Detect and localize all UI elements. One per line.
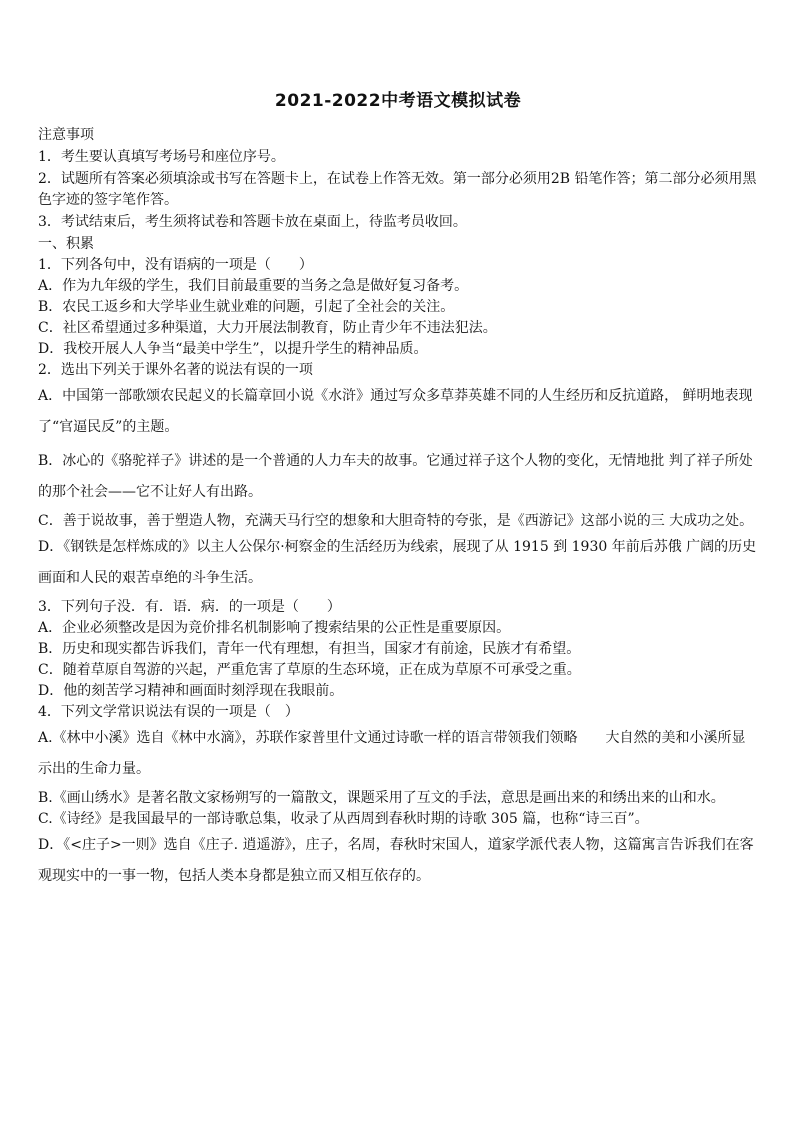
question-2: [38, 360, 758, 594]
option-c: C．随着草原自驾游的兴起，严重危害了草原的生态环境，正在成为草原不可承受之重。: [38, 662, 581, 678]
option-c: C.《诗经》是我国最早的一部诗歌总集，收录了从西周到春秋时期的诗歌 305 篇，也称“诗三百”。: [38, 811, 649, 827]
page-title: 2021-2022中考语文模拟试卷: [274, 91, 522, 111]
question-1: [38, 255, 758, 360]
notice-block: [38, 125, 758, 233]
option-d: D．他的刻苦学习精神和画面时刻浮现在我眼前。: [38, 683, 344, 699]
notice-item: 3．考试结束后，考生须将试卷和答题卡放在桌面上，待监考员收回。: [38, 214, 467, 230]
option-b: B.《画山绣水》是著名散文家杨朔写的一篇散文，课题采用了互文的手法，意思是画出来的和绣出来的山和水。: [38, 790, 725, 806]
exam-page: [38, 86, 758, 895]
question-3: [38, 597, 758, 702]
question-stem: 3．下列句子没．有．语．病．的一项是（ ）: [38, 599, 341, 615]
option-d: D．我校开展人人争当“最美中学生”，以提升学生的精神品质。: [38, 341, 428, 357]
option-d: D．《<庄子>一则》选自《庄子. 逍遥游》，庄子，名周，春秋时宋国人，道家学派代表人物，这篇寓言告诉我们在客观现实中的一事一物，包括人类本身都是独立而又相互依存的。: [38, 837, 754, 884]
notice-heading: 注意事项: [38, 127, 94, 143]
notice-item: 1．考生要认真填写考场号和座位序号。: [38, 149, 285, 165]
option-d: D．《钢铁是怎样炼成的》以主人公保尔·柯察金的生活经历为线索，展现了从 1915 到 1930 年前后苏俄 广阔的历史画面和人民的艰苦卓绝的斗争生活。: [38, 539, 757, 586]
option-c: C．社区希望通过多种渠道，大力开展法制教育，防止青少年不违法犯法。: [38, 320, 497, 336]
question-stem: 4．下列文学常识说法有误的一项是（ ）: [38, 704, 299, 720]
option-b: B．冰心的《骆驼祥子》讲述的是一个普通的人力车夫的故事。它通过祥子这个人物的变化，无情地批 判了祥子所处的那个社会——它不让好人有出路。: [38, 453, 753, 500]
question-stem: 2．选出下列关于课外名著的说法有误的一项: [38, 362, 313, 378]
notice-item: 2．试题所有答案必须填涂或书写在答题卡上，在试卷上作答无效。第一部分必须用2B 铅笔作答；第二部分必须用黑色字迹的签字笔作答。: [38, 171, 757, 208]
option-b: B．农民工返乡和大学毕业生就业难的问题，引起了全社会的关注。: [38, 299, 455, 315]
option-a: A．企业必须整改是因为竞价排名机制影响了搜索结果的公正性是重要原因。: [38, 620, 511, 636]
option-a: A.《林中小溪》选自《林中水滴》，苏联作家普里什文通过诗歌一样的语言带领我们领略 大自然的美和小溪所显示出的生命力量。: [38, 730, 746, 777]
question-stem: 1．下列各句中，没有语病的一项是（ ）: [38, 257, 313, 273]
option-c: C．善于说故事，善于塑造人物，充满天马行空的想象和大胆奇特的夸张，是《西游记》这部小说的三 大成功之处。: [38, 513, 754, 529]
question-4: [38, 702, 758, 892]
section-title: 一、积累: [38, 236, 94, 252]
exam-body: [38, 234, 758, 892]
option-b: B．历史和现实都告诉我们，青年一代有理想，有担当，国家才有前途，民族才有希望。: [38, 641, 581, 657]
option-a: A．中国第一部歌颂农民起义的长篇章回小说《水浒》通过写众多草莽英雄不同的人生经历和反抗道路， 鲜明地表现了“官逼民反”的主题。: [38, 388, 753, 435]
option-a: A．作为九年级的学生，我们目前最重要的当务之急是做好复习备考。: [38, 278, 469, 294]
